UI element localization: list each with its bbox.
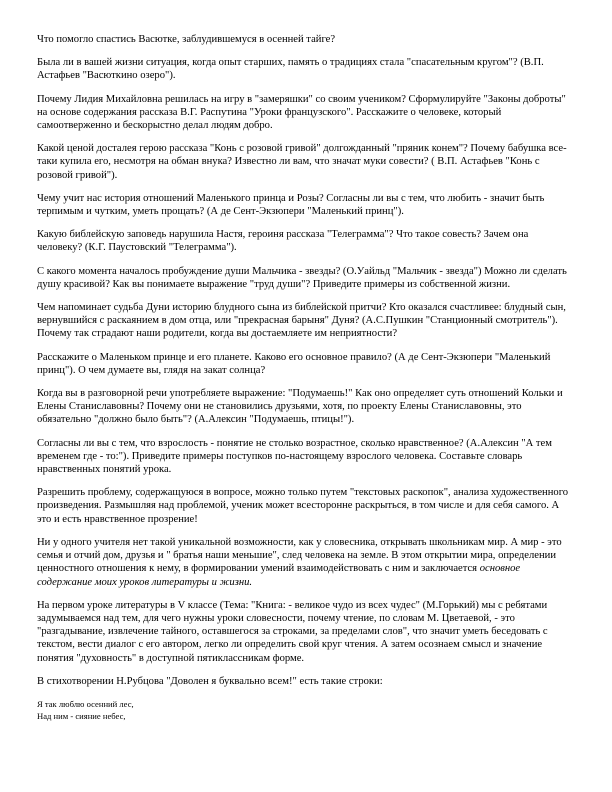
paragraph-2: Была ли в вашей жизни ситуация, когда опыт старших, память о традициях стала "спасательным кругом"? (В.П. Астафьев "Васюткино озеро"). xyxy=(37,57,544,82)
paragraph-13: Ни у одного учителя нет такой уникальной возможности, как у словесника, открывать школьникам мир. А мир - это семья и отчий дом, друзья и " братья наши меньшие", след человека на земле. В этом открытии мира, определении ценностного отношения к нему, в формировании умений взаимодействовать с ним и заключается основное содержание моих уроков литературы и жизни. xyxy=(37,536,562,588)
paragraph-6: Какую библейскую заповедь нарушила Настя, героиня рассказа "Телеграмма"? Что такое совесть? Зачем она человеку? (К.Г. Паустовский "Телеграмма"). xyxy=(37,229,529,254)
paragraph-14: На первом уроке литературы в V классе (Тема: "Книга: - великое чудо из всех чудес" (М.Горький) мы с ребятами задумываемся над тем, для чего нужны уроки словесности, почему чтение, по словам М. Цветаевой, - это "разгадывание, извлечение тайного, оставшегося за строками, за пределами слов", что значит уметь беседовать с текстом, вести диалог с его автором, легко ли определить свой круг чтения. А затем осознаем смысл и значение понятия "духовность" в доступной пятиклассникам форме. xyxy=(37,599,548,664)
paragraph-8: Чем напоминает судьба Дуни историю блудного сына из библейской притчи? Кто оказался счастливее: блудный сын, вернувшийся с раскаянием в дом отца, или "прекрасная барыня" Дуня? (А.С.Пушкин "Станционный смотритель"). Почему так страдают наши родители, когда вы достаемляете им неприятности? xyxy=(37,302,566,340)
document-body xyxy=(37,33,573,722)
paragraph-4: Какой ценой досталея герою рассказа "Конь с розовой гривой" долгожданный "пряник конем"? Почему бабушка все-таки купила его, несмотря на обман внука? Известно ли вам, что значат муки совести? ( В.П. Астафьев "Конь с розовой гривой"). xyxy=(37,143,567,181)
paragraph-1: Что помогло спастись Васютке, заблудившемуся в осенней тайге? xyxy=(37,34,336,45)
poem-excerpt xyxy=(37,698,573,722)
paragraph-7: С какого момента началось пробуждение души Мальчика - звезды? (О.Уайльд "Мальчик - звезда") Можно ли сделать душу красивой? Как вы понимаете выражение "труд души"? Приведите примеры из собственной жизни. xyxy=(37,265,567,290)
poem-line-1: Я так люблю осенний лес, xyxy=(37,698,134,709)
paragraph-3: Почему Лидия Михайловна решилась на игру в "замеряшки" со своим учеником? Сформулируйте "Законы доброты" на основе содержания рассказа В.Г. Распутина "Уроки французского". Расскажите о человеке, который самоотверженно и бескорыстно делал людям добро. xyxy=(37,93,566,132)
paragraph-15: В стихотворении Н.Рубцова "Доволен я буквально всем!" есть такие строки: xyxy=(37,675,383,687)
paragraph-10: Когда вы в разговорной речи употребляете выражение: "Подумаешь!" Как оно определяет суть отношений Кольки и Елены Станиславовны? Почему они не становились друзьями, хотя, по проекту Елены Станиславовны, это обязательно "должно было быть"? (А.Алексин "Подумаешь, птицы!"). xyxy=(37,388,563,426)
paragraph-12: Разрешить проблему, содержащуюся в вопросе, можно только путем "текстовых раскопок", анализа художественного произведения. Размышляя над проблемой, ученик может всесторонне раскрыться, в том числе и для себя самого. А это и есть нравственное прозрение! xyxy=(37,487,569,525)
paragraph-11: Согласны ли вы с тем, что взрослость - понятие не столько возрастное, сколько нравственное? (А.Алексин "А тем временем где - то:"). Приведите примеры поступков по-настоящему взрослого человека. Составьте словарь нравственных понятий урока. xyxy=(37,437,552,476)
emphasis-text: основное содержание моих уроков литературы и жизни. xyxy=(37,563,521,588)
paragraph-5: Чему учит нас история отношений Маленького принца и Розы? Согласны ли вы с тем, что любить - значит быть терпимым и чутким, уметь прощать? (А де Сент-Экзюпери "Маленький принц"). xyxy=(37,192,545,218)
paragraph-9: Расскажите о Маленьком принце и его планете. Каково его основное правило? (А де Сент-Экзюпери "Маленький принц"). О чем думаете вы, глядя на закат солнца? xyxy=(37,351,551,376)
poem-line-2: Над ним - сияние небес, xyxy=(37,710,126,721)
